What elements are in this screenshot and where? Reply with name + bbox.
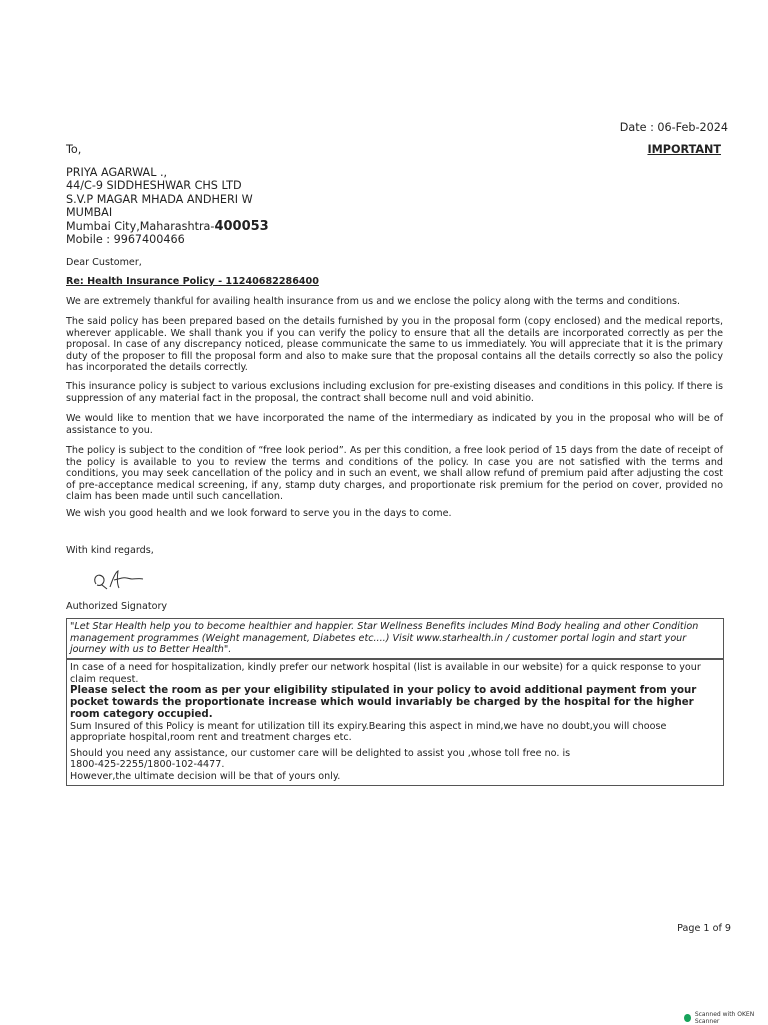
scanner-watermark-text: Scanned with OKEN Scanner	[694, 1011, 755, 1025]
recipient-name: PRIYA AGARWAL .,	[66, 166, 168, 179]
toll-free-number: 1800-425-2255/1800-102-4477.	[70, 759, 225, 771]
sum-insured-note: Sum Insured of this Policy is meant for utilization till its expiry.Bearing this aspect in mind,we have no doubt,you will choose appropriate hospital,room rent and treatment charges etc.	[70, 720, 667, 744]
scanner-logo-icon	[684, 1014, 691, 1022]
address-line: 44/C-9 SIDDHESHWAR CHS LTD	[66, 179, 242, 193]
address-pincode: 400053	[214, 218, 269, 234]
paragraph-exclusions: This insurance policy is subject to various exclusions including exclusion for pre-existing diseases and conditions in this policy. If there is suppression of any material fact in the proposal, the contract shall become null and void abinitio.	[66, 381, 723, 404]
network-hospital-note: In case of a need for hospitalization, kindly prefer our network hospital (list is available in our website) for a quick response to your claim request.	[70, 662, 701, 685]
paragraph-policy-details: The said policy has been prepared based on the details furnished by you in the proposal form (copy enclosed) and the medical reports, wherever applicable. We shall thank you if you can verify the policy to ensure that all the details are incorporated correctly as per the proposal. In case of any discrepancy noticed, please communicate the same to us immediately. You will appreciate that it is the primary duty of the proposer to fill the proposal form and also to make sure that the proposal contains all the details correctly so also the policy has incorporated the details correctly.	[66, 316, 723, 374]
address-line: S.V.P MAGAR MHADA ANDHERI W	[66, 192, 253, 206]
wellness-promo-box	[66, 618, 724, 659]
paragraph-free-look: The policy is subject to the condition of “free look period”. As per this condition, a free look period of 15 days from the date of receipt of the policy is available to you to review the terms and conditions of the policy. In case you are not satisfied with the terms and conditions, you may seek cancellation of the policy and in such an event, we shall allow refund of premium paid after adjusting the cost of pre-acceptance medical screening, if any, stamp duty charges, and proportionate risk premium for the period on cover, provided no claim has been made until such cancellation.	[66, 445, 723, 503]
authorized-signatory: Authorized Signatory	[66, 601, 168, 612]
paragraph-good-health: We wish you good health and we look forward to serve you in the days to come.	[66, 508, 452, 519]
paragraph-intermediary: We would like to mention that we have incorporated the name of the intermediary as indicated by you in the proposal who will be of assistance to you.	[66, 413, 723, 436]
room-eligibility-note: Please select the room as per your eligibility stipulated in your policy to avoid additional payment from your pocket towards the proportionate increase which would invariably be charged by the hospital for the higher room category occupied.	[70, 685, 697, 720]
reference-line: Re: Health Insurance Policy - 11240682286400	[66, 276, 319, 287]
letter-date: Date : 06-Feb-2024	[619, 121, 728, 134]
address-city-line	[66, 220, 269, 233]
important-heading: IMPORTANT	[647, 143, 721, 156]
scanner-watermark	[684, 1011, 768, 1025]
customer-care-note: Should you need any assistance, our customer care will be delighted to assist you ,whose toll free no. is	[70, 747, 571, 759]
final-decision-note: However,the ultimate decision will be that of yours only.	[70, 770, 341, 782]
salutation: Dear Customer,	[66, 257, 142, 268]
closing: With kind regards,	[66, 545, 154, 556]
hospitalization-notice-box	[66, 659, 724, 786]
recipient-mobile: Mobile : 9967400466	[66, 233, 185, 247]
wellness-promo-text: "Let Star Health help you to become healthier and happier. Star Wellness Benefits includes Mind Body healing and other Condition management programmes (Weight management, Diabetes etc....) Visit www.starhealth.in / customer portal login and start your journey with us to Better Health".	[70, 621, 699, 656]
to-label: To,	[66, 143, 82, 156]
signature-image	[90, 566, 152, 596]
page-number: Page 1 of 9	[677, 923, 731, 934]
address-city: Mumbai City,Maharashtra-	[66, 219, 215, 233]
recipient-address	[66, 166, 269, 246]
paragraph-thanks: We are extremely thankful for availing health insurance from us and we enclose the policy along with the terms and conditions.	[66, 296, 681, 307]
address-line: MUMBAI	[66, 206, 113, 220]
